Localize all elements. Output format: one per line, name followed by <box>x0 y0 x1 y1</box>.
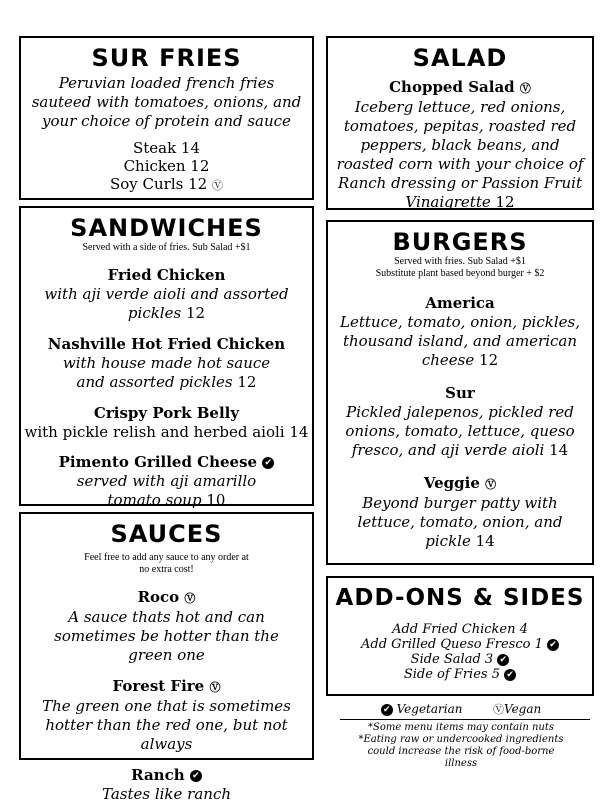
vegetarian-icon: ✔ <box>190 770 202 782</box>
vegetarian-icon: ✔ <box>547 639 559 651</box>
burger-name-row <box>328 474 592 494</box>
vegetarian-icon: ✔ <box>381 704 393 716</box>
burger-name: Sur <box>445 384 475 402</box>
burgers-title: BURGERS <box>392 228 528 256</box>
legend-vegetarian: Vegetarian <box>396 702 463 716</box>
vegan-icon: Ⓥ <box>519 82 531 95</box>
burger-description: Beyond burger patty with lettuce, tomato, onion, and pickle <box>357 494 563 550</box>
vegan-icon: Ⓥ <box>212 179 223 192</box>
burger-item <box>328 384 592 460</box>
footnotes <box>330 722 592 770</box>
addon-item: Side Salad 3 <box>410 652 494 667</box>
sauce-description: The green one that is sometimes hotter than the red one, but not always <box>42 697 291 753</box>
divider <box>340 719 590 720</box>
sandwich-name: Pimento Grilled Cheese <box>58 453 258 471</box>
sauce-name-row <box>21 588 312 608</box>
sauce-name-row <box>21 766 312 785</box>
sandwich-name: Crispy Pork Belly <box>93 404 240 422</box>
sandwich-name: Fried Chicken <box>107 266 226 284</box>
sauces-section <box>19 512 314 803</box>
sur-fries-option: Soy Curls 12 <box>110 175 208 193</box>
vegetarian-icon: ✔ <box>497 654 509 666</box>
footnote: *Some menu items may contain nuts <box>367 722 554 733</box>
sandwiches-note: Served with a side of fries. Sub Salad +$1 <box>82 242 251 253</box>
addon-item: Side of Fries 5 <box>403 667 500 682</box>
sauce-name-row <box>21 677 312 697</box>
salad-item-name-row <box>328 78 592 98</box>
sauce-name: Ranch <box>131 766 185 784</box>
sandwich-name-row <box>21 453 312 472</box>
sandwich-item <box>21 335 312 392</box>
addons-title: ADD-ONS & SIDES <box>335 585 585 611</box>
burger-description: Pickled jalepenos, pickled red onions, tomato, lettuce, queso fresco, and aji verde aioli <box>345 403 575 459</box>
sandwich-description: served with aji amarillo tomato soup <box>76 472 257 509</box>
vegan-icon: Ⓥ <box>485 478 497 491</box>
burger-name: America <box>425 294 495 312</box>
sauce-name: Roco <box>137 588 180 606</box>
sandwich-price: 14 <box>289 423 309 441</box>
sauce-description: Tastes like ranch <box>101 785 232 803</box>
addon-item: Add Fried Chicken 4 <box>392 622 528 637</box>
burger-item <box>328 294 592 370</box>
addons-section <box>326 576 594 696</box>
salad-section <box>326 36 594 210</box>
sauce-name: Forest Fire <box>112 677 205 695</box>
vegetarian-icon: ✔ <box>262 457 274 469</box>
sandwich-name: Nashville Hot Fried Chicken <box>47 335 286 353</box>
salad-description-row <box>328 98 592 212</box>
sandwich-price: 12 <box>185 304 206 322</box>
sauce-item <box>21 766 312 804</box>
vegetarian-icon: ✔ <box>504 669 516 681</box>
burger-price: 14 <box>475 532 495 550</box>
sauces-title: SAUCES <box>110 520 223 548</box>
sauce-description: A sauce thats hot and can sometimes be hotter than the green one <box>54 608 279 664</box>
burgers-note: Served with fries. Sub Salad +$1 <box>394 256 526 267</box>
sandwich-item <box>21 266 312 323</box>
sur-fries-option-row <box>21 175 312 195</box>
vegan-icon: Ⓥ <box>209 681 221 694</box>
vegan-icon: Ⓥ <box>493 703 504 716</box>
vegan-icon: Ⓥ <box>184 592 196 605</box>
legend <box>330 701 592 717</box>
sur-fries-option: Chicken 12 <box>123 157 210 175</box>
sauce-item <box>21 677 312 754</box>
sandwich-item <box>21 404 312 441</box>
footnote: *Eating raw or undercooked ingredients could increase the risk of food-borne illness <box>358 734 564 769</box>
addon-item-row <box>328 637 592 652</box>
sandwich-price: 12 <box>237 373 257 391</box>
legend-vegan: Vegan <box>504 702 542 716</box>
sur-fries-description: Peruvian loaded french fries sauteed with tomatoes, onions, and your choice of protein and sauce <box>31 74 302 130</box>
burgers-note: Substitute plant based beyond burger + $2 <box>375 268 545 279</box>
burger-item <box>328 474 592 551</box>
salad-price: 12 <box>495 193 515 211</box>
burger-description: Lettuce, tomato, onion, pickles, thousand island, and american cheese <box>340 313 580 369</box>
burger-name: Veggie <box>423 474 480 492</box>
addon-item: Add Grilled Queso Fresco 1 <box>361 637 543 652</box>
sandwich-item <box>21 453 312 510</box>
sandwich-description: with pickle relish and herbed aioli <box>24 423 285 441</box>
sandwich-price: 10 <box>206 491 226 509</box>
addon-item-row <box>328 652 592 667</box>
sur-fries-section <box>19 36 314 200</box>
burger-price: 12 <box>479 351 499 369</box>
addon-item-row <box>328 667 592 682</box>
sauces-note: Feel free to add any sauce to any order at no extra cost! <box>84 552 249 575</box>
burger-price: 14 <box>549 441 569 459</box>
salad-item-name: Chopped Salad <box>389 78 515 96</box>
burgers-section <box>326 220 594 565</box>
salad-title: SALAD <box>412 44 508 72</box>
sandwich-description: with house made hot sauce and assorted pickles <box>62 354 271 391</box>
sandwiches-section <box>19 206 314 509</box>
salad-description: Iceberg lettuce, red onions, tomatoes, pepitas, roasted red peppers, black beans, and roasted corn with your choice of Ranch dressing or Passion Fruit Vinaigrette <box>336 98 584 211</box>
sur-fries-title: SUR FRIES <box>91 44 242 72</box>
sandwiches-title: SANDWICHES <box>70 214 263 242</box>
sauce-item <box>21 588 312 665</box>
sur-fries-option: Steak 14 <box>132 139 201 157</box>
sandwich-description: with aji verde aioli and assorted pickles <box>44 285 289 322</box>
